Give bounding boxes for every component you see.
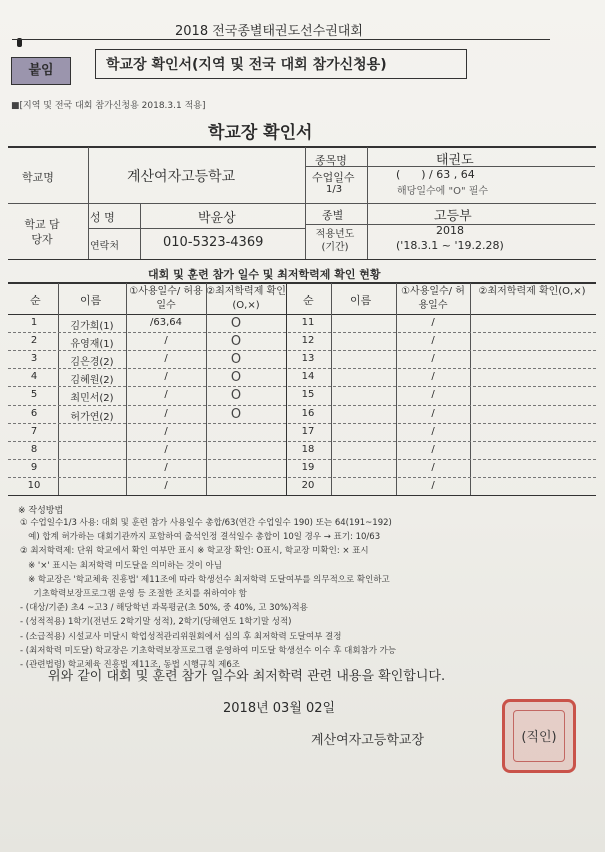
row-number: 20: [301, 479, 315, 491]
row-number: 18: [301, 443, 315, 455]
document-box-title: 학교장 확인서(지역 및 전국 대회 참가신청용): [95, 49, 467, 79]
days-used: /: [164, 461, 168, 473]
header-days: ①사용일수/ 허용일수: [129, 286, 203, 311]
method-line: - (관련법령) 학교체육 진흥법 제11조, 동법 시행규칙 제6조: [20, 660, 240, 670]
student-name: 최민서(2): [70, 393, 114, 405]
school-label: 학교명: [22, 171, 54, 184]
table-bottom-border: [8, 495, 596, 496]
days-used: /: [431, 425, 435, 437]
date: 2018년 03월 02일: [223, 701, 336, 716]
method-line: ※ 학교장은 '학교체육 진흥법' 제11조에 따라 학생선수 최저학력 도달여부를 의무적으로 확인하고: [20, 574, 390, 585]
days-used: /: [164, 407, 168, 419]
header-no: 순: [30, 294, 41, 307]
days-used: /63,64: [150, 317, 182, 328]
row-number: 5: [30, 389, 38, 401]
days-used: /: [431, 317, 435, 328]
row-number: 19: [301, 461, 315, 473]
method-line: ① 수업일수1/3 사용: 대회 및 훈련 참가 사용일수 총합/63(연간 수업일수 190) 또는 64(191~192): [20, 518, 392, 528]
method-heading: ※ 작성방법: [18, 506, 64, 516]
period-value: ('18.3.1 ~ '19.2.28): [396, 239, 504, 252]
min-score-check: O: [230, 334, 242, 350]
row-number: 7: [30, 425, 38, 437]
row-number: 15: [301, 389, 315, 401]
days-used: /: [431, 461, 435, 473]
manager-name: 박윤상: [198, 211, 236, 226]
row-number: 2: [30, 335, 38, 347]
header-days-right: ①사용일수/ 허용일수: [401, 286, 465, 311]
row-number: 3: [30, 353, 38, 365]
class-days-label: 수업일수: [312, 171, 355, 184]
table-top-border: [8, 282, 596, 284]
table-row-divider: [8, 368, 596, 369]
table-row-divider: [8, 459, 596, 460]
table-row-divider: [8, 441, 596, 442]
row-number: 14: [301, 371, 315, 383]
student-name: 김은경(2): [70, 357, 114, 369]
method-line: ※ '×' 표시는 최저학력 미도달을 의미하는 것이 아님: [20, 560, 222, 571]
attachment-badge: 붙임: [11, 57, 71, 85]
table-row-divider: [8, 423, 596, 424]
principal-name: 계산여자고등학교장: [311, 733, 425, 748]
year-value: 2018: [436, 224, 464, 237]
main-title: 학교장 확인서: [208, 123, 313, 143]
table-row-divider: [8, 350, 596, 351]
confirmation-text: 위와 같이 대회 및 훈련 참가 일수와 최저학력 관련 내용을 확인합니다.: [48, 669, 446, 684]
min-score-check: O: [230, 352, 242, 368]
manager-label: 학교 담당자: [24, 218, 60, 246]
row-number: 9: [30, 461, 38, 473]
student-name: 유영재(1): [70, 339, 114, 351]
row-number: 8: [30, 443, 38, 455]
contact-value: 010-5323-4369: [163, 235, 264, 250]
row-number: 1: [30, 317, 38, 328]
row-number: 4: [30, 371, 38, 383]
table-title: 대회 및 훈련 참가 일수 및 최저학력제 확인 현황: [148, 268, 381, 281]
min-score-check: O: [230, 370, 242, 386]
application-note: ■[지역 및 전국 대회 참가신청용 2018.3.1 적용]: [11, 101, 206, 111]
method-line: 기초학력보장프로그램 운영 등 조절한 조치를 취하여야 함: [20, 589, 247, 599]
method-line: - (성적적용) 1학기(전년도 2학기말 성적), 2학기(당해연도 1학기말 성적): [20, 617, 292, 628]
student-name: 김혜원(2): [70, 375, 114, 387]
days-used: /: [431, 353, 435, 365]
official-seal: [502, 699, 576, 773]
min-score-check: O: [230, 388, 242, 404]
days-used: /: [164, 371, 168, 383]
table-row-divider: [8, 332, 596, 333]
days-used: /: [164, 389, 168, 401]
class-days-ratio: 1/3: [326, 184, 343, 195]
header-name-right: 이름: [350, 294, 372, 307]
days-used: /: [431, 479, 435, 491]
event-title: 2018 전국종별태권도선수권대회: [175, 24, 363, 39]
days-used: /: [164, 353, 168, 365]
method-line: - (소급적용) 시설교사 미달시 학업성적관리위원회에서 심의 후 최저학력 도달여부 결정: [20, 631, 342, 642]
table-row-divider: [8, 386, 596, 387]
class-days-note: 해당일수에 "O" 필수: [397, 186, 489, 197]
min-score-check: O: [230, 406, 242, 422]
row-number: 16: [301, 407, 315, 419]
student-name: 김가희(1): [70, 321, 114, 332]
header-min: ②최저학력제 확인(O,×): [206, 286, 286, 311]
class-days-value: ( ) / 63 , 64: [396, 168, 475, 181]
year-label: 적용년도 (기간): [315, 229, 355, 253]
school-name: 계산여자고등학교: [127, 169, 236, 185]
table-row-divider: [8, 405, 596, 406]
method-line: ② 최저학력제: 단위 학교에서 확인 여부만 표시 ※ 학교장 확인: O표시, 학교장 미확인: × 표시: [20, 546, 369, 557]
header-rule: [12, 39, 550, 40]
contact-label: 연락처: [90, 241, 119, 252]
division-value: 고등부: [434, 209, 472, 224]
seal-label: (직인): [521, 730, 557, 745]
days-used: /: [431, 335, 435, 347]
min-score-check: O: [230, 316, 242, 331]
header-name: 이름: [80, 294, 102, 307]
table-row-divider: [8, 477, 596, 478]
division-label: 종별: [322, 209, 344, 222]
days-used: /: [431, 389, 435, 401]
student-name: 허가연(2): [70, 411, 114, 423]
info-bottom-border: [8, 259, 596, 260]
header-no-right: 순: [303, 294, 314, 307]
row-number: 17: [301, 425, 315, 437]
row-number: 11: [301, 317, 315, 328]
days-used: /: [164, 335, 168, 347]
row-number: 12: [301, 335, 315, 347]
name-label: 성 명: [90, 211, 115, 224]
row-number: 6: [30, 407, 38, 419]
row-number: 10: [27, 479, 41, 491]
method-line: - (최저학력 미도달) 학교장은 기초학력보장프로그램 운영하여 미도달 학생선수 이수 후 대회참가 가능: [20, 645, 397, 656]
method-line: - (대상/기준) 초4 ~고3 / 해당학년 과목평균(초 50%, 중 40%, 고 30%)적용: [20, 603, 308, 614]
days-used: /: [431, 443, 435, 455]
days-used: /: [164, 425, 168, 437]
header-min-right: ②최저학력제 확인(O,×): [478, 286, 586, 297]
sport-value: 태권도: [436, 153, 474, 168]
days-used: /: [431, 371, 435, 383]
days-used: /: [431, 407, 435, 419]
days-used: /: [164, 443, 168, 455]
row-number: 13: [301, 353, 315, 365]
days-used: /: [164, 479, 168, 491]
info-top-border: [8, 146, 596, 148]
method-line: 예) 합계 허가하는 대회기관까지 포함하여 출석인정 결석일수 총합이 10일 경우 → 표기: 10/63: [20, 532, 381, 543]
sport-label: 종목명: [315, 154, 347, 167]
